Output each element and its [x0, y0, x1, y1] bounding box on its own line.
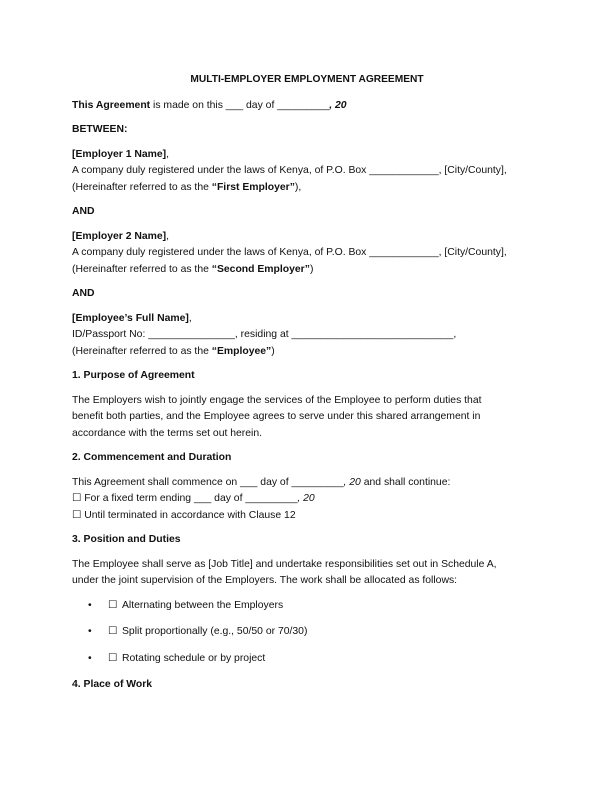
agreement-year: , 20 — [329, 99, 347, 111]
checkbox-icon[interactable]: ☐ — [108, 599, 118, 611]
employer-2-registration: A company duly registered under the laws of Kenya, of P.O. Box ____________, [City/County], — [72, 247, 507, 258]
duration-option-fixed-term: ☐ For a fixed term ending ___ day of _________, 20 — [72, 493, 315, 504]
section-3-line: under the joint supervision of the Employers. The work shall be allocated as follows: — [72, 575, 458, 586]
list-item — [88, 598, 542, 615]
employer-1-term: “First Employer” — [211, 181, 295, 193]
list-item — [88, 624, 542, 641]
agreement-lead: This Agreement — [72, 99, 151, 111]
between-label: BETWEEN: — [72, 124, 128, 135]
and-label-2: AND — [72, 288, 95, 299]
bullet-icon: • — [88, 652, 92, 664]
employee-reference: (Hereinafter referred to as the “Employee”) — [72, 345, 275, 357]
agreement-date-text: is made on this ___ day of _________ — [150, 99, 330, 111]
document-title: MULTI-EMPLOYER EMPLOYMENT AGREEMENT — [190, 74, 424, 85]
employer-1-name-trail: , — [166, 148, 170, 160]
employer-1-block — [72, 147, 542, 197]
duration-option-until-terminated: ☐ Until terminated in accordance with Clause 12 — [72, 509, 296, 521]
checkbox-icon[interactable]: ☐ — [72, 509, 82, 521]
employer-1-name: [Employer 1 Name] — [72, 148, 167, 160]
checkbox-icon[interactable]: ☐ — [72, 493, 82, 504]
employer-2-term: “Second Employer” — [211, 263, 310, 275]
and-label-1: AND — [72, 206, 95, 217]
section-2-heading: 2. Commencement and Duration — [72, 452, 232, 463]
employer-1-registration: A company duly registered under the laws of Kenya, of P.O. Box ____________, [City/County], — [72, 165, 507, 176]
section-1-line: The Employers wish to jointly engage the services of the Employee to perform duties that — [72, 394, 482, 406]
employee-id-line: ID/Passport No: _______________, residing at ____________________________, — [72, 329, 457, 340]
allocation-option-label: Split proportionally (e.g., 50/50 or 70/30) — [122, 626, 308, 637]
bullet-icon: • — [88, 626, 92, 637]
checkbox-icon[interactable]: ☐ — [108, 652, 118, 664]
section-1-body — [72, 393, 542, 443]
employer-2-block — [72, 229, 542, 279]
section-3-heading: 3. Position and Duties — [72, 534, 181, 545]
section-1-heading: 1. Purpose of Agreement — [72, 370, 195, 381]
allocation-option-label: Rotating schedule or by project — [122, 652, 266, 664]
employee-name-trail: , — [188, 312, 192, 324]
allocation-options-list — [72, 598, 542, 668]
section-3-line: The Employee shall serve as [Job Title] and undertake responsibilities set out in Schedule A, — [72, 558, 497, 570]
list-item — [88, 651, 542, 668]
section-1-line: benefit both parties, and the Employee agrees to serve under this shared arrangement in — [72, 411, 481, 422]
section-4-heading: 4. Place of Work — [72, 679, 153, 690]
employer-2-reference: (Hereinafter referred to as the “Second Employer”) — [72, 263, 314, 275]
commencement-line: This Agreement shall commence on ___ day of _________, 20 and shall continue: — [72, 476, 451, 488]
section-3-body — [72, 557, 542, 590]
employer-2-name-trail: , — [166, 230, 170, 242]
document-body — [72, 72, 542, 702]
employer-2-name: [Employer 2 Name] — [72, 230, 167, 242]
employer-1-reference: (Hereinafter referred to as the “First Employer”), — [72, 181, 302, 193]
commencement-year: , 20 — [343, 476, 361, 488]
bullet-icon: • — [88, 599, 92, 611]
section-2-body — [72, 475, 542, 525]
allocation-option-label: Alternating between the Employers — [122, 599, 284, 611]
employee-term: “Employee” — [211, 345, 272, 357]
fixed-term-year: , 20 — [297, 493, 315, 504]
checkbox-icon[interactable]: ☐ — [108, 626, 118, 637]
employee-name: [Employee’s Full Name] — [72, 312, 189, 324]
section-1-line: accordance with the terms set out herein. — [72, 427, 263, 439]
employee-block — [72, 311, 542, 361]
agreement-date-line — [72, 98, 542, 115]
